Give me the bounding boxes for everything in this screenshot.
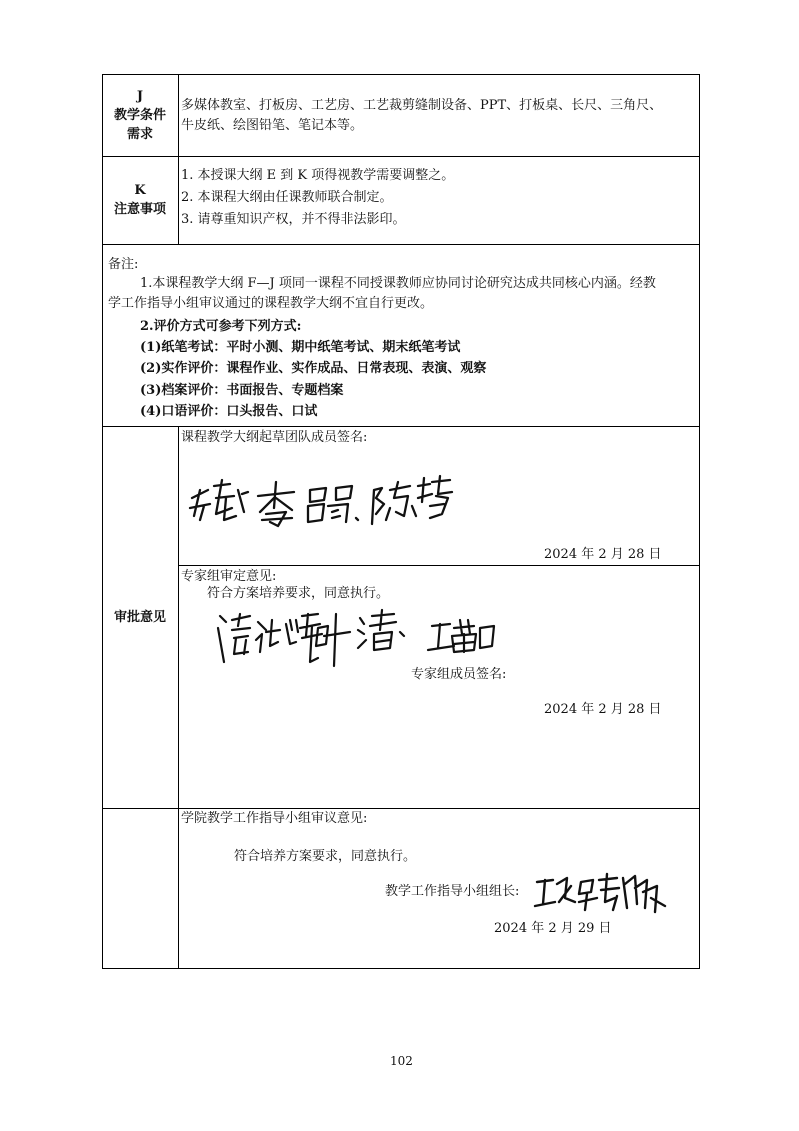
row-k-label [102, 156, 178, 244]
notes-line-2: 学工作指导小组审议通过的课程教学大纲不宜自行更改。 [108, 296, 434, 311]
group-leader-signature [531, 868, 671, 920]
row-j-content-line2: 牛皮纸、绘图铅笔、笔记本等。 [181, 118, 364, 133]
drafting-team-signatures [186, 468, 456, 538]
expert-group-title: 专家组审定意见: [181, 569, 277, 584]
evaluation-item-1: (1)纸笔考试：平时小测、期中纸笔考试、期末纸笔考试 [140, 340, 461, 355]
row-k-item-1: 1. 本授课大纲 E 到 K 项得视教学需要调整之。 [181, 168, 455, 183]
row-j-content-line1: 多媒体教室、打板房、工艺房、工艺裁剪缝制设备、PPT、打板桌、长尺、三角尺、 [181, 98, 663, 113]
row-divider-j-k [102, 156, 700, 157]
expert-sign-label: 专家组成员签名: [411, 667, 507, 682]
evaluation-item-2: (2)实作评价：课程作业、实作成品、日常表现、表演、观察 [140, 361, 487, 376]
approval-label-text: 审批意见 [113, 609, 166, 625]
notes-line-1: 1.本课程教学大纲 F—J 项同一课程不同授课教师应协同讨论研究达成共同核心内涵。经教 [140, 276, 656, 291]
row-j-label [102, 74, 178, 156]
row-divider-k-notes [102, 244, 700, 245]
row-j-code: J [136, 88, 144, 104]
page-number: 102 [390, 1054, 413, 1068]
table-border-top [102, 74, 700, 75]
group-leader-label: 教学工作指导小组组长: [385, 884, 520, 899]
approval-label [102, 426, 178, 808]
label-divider-top [178, 74, 179, 244]
college-opinion: 符合培养方案要求，同意执行。 [234, 849, 417, 864]
college-review-title: 学院教学工作指导小组审议意见: [181, 811, 368, 826]
row-k-code: K [134, 183, 146, 198]
row-j-title: 教学条件 [113, 107, 166, 123]
table-border-bottom [102, 968, 700, 969]
row-j-title-2: 需求 [126, 126, 153, 142]
drafting-team-title: 课程教学大纲起草团队成员签名: [181, 430, 368, 445]
drafting-date: 2024 年 2 月 28 日 [544, 547, 662, 562]
row-k-title: 注意事项 [113, 202, 166, 217]
row-k-item-3: 3. 请尊重知识产权，并不得非法影印。 [181, 212, 406, 227]
expert-opinion: 符合方案培养要求，同意执行。 [207, 586, 390, 601]
evaluation-title: 2.评价方式可参考下列方式: [140, 319, 302, 334]
row-k-item-2: 2. 本课程大纲由任课教师联合制定。 [181, 190, 393, 205]
table-border-right [699, 74, 700, 969]
expert-date: 2024 年 2 月 28 日 [544, 702, 662, 717]
notes-title: 备注: [108, 257, 139, 272]
evaluation-item-3: (3)档案评价：书面报告、专题档案 [140, 383, 344, 398]
evaluation-item-4: (4)口语评价：口头报告、口试 [140, 404, 318, 419]
label-divider-bottom [178, 426, 179, 969]
college-date: 2024 年 2 月 29 日 [494, 921, 612, 936]
expert-group-signatures [210, 606, 510, 670]
